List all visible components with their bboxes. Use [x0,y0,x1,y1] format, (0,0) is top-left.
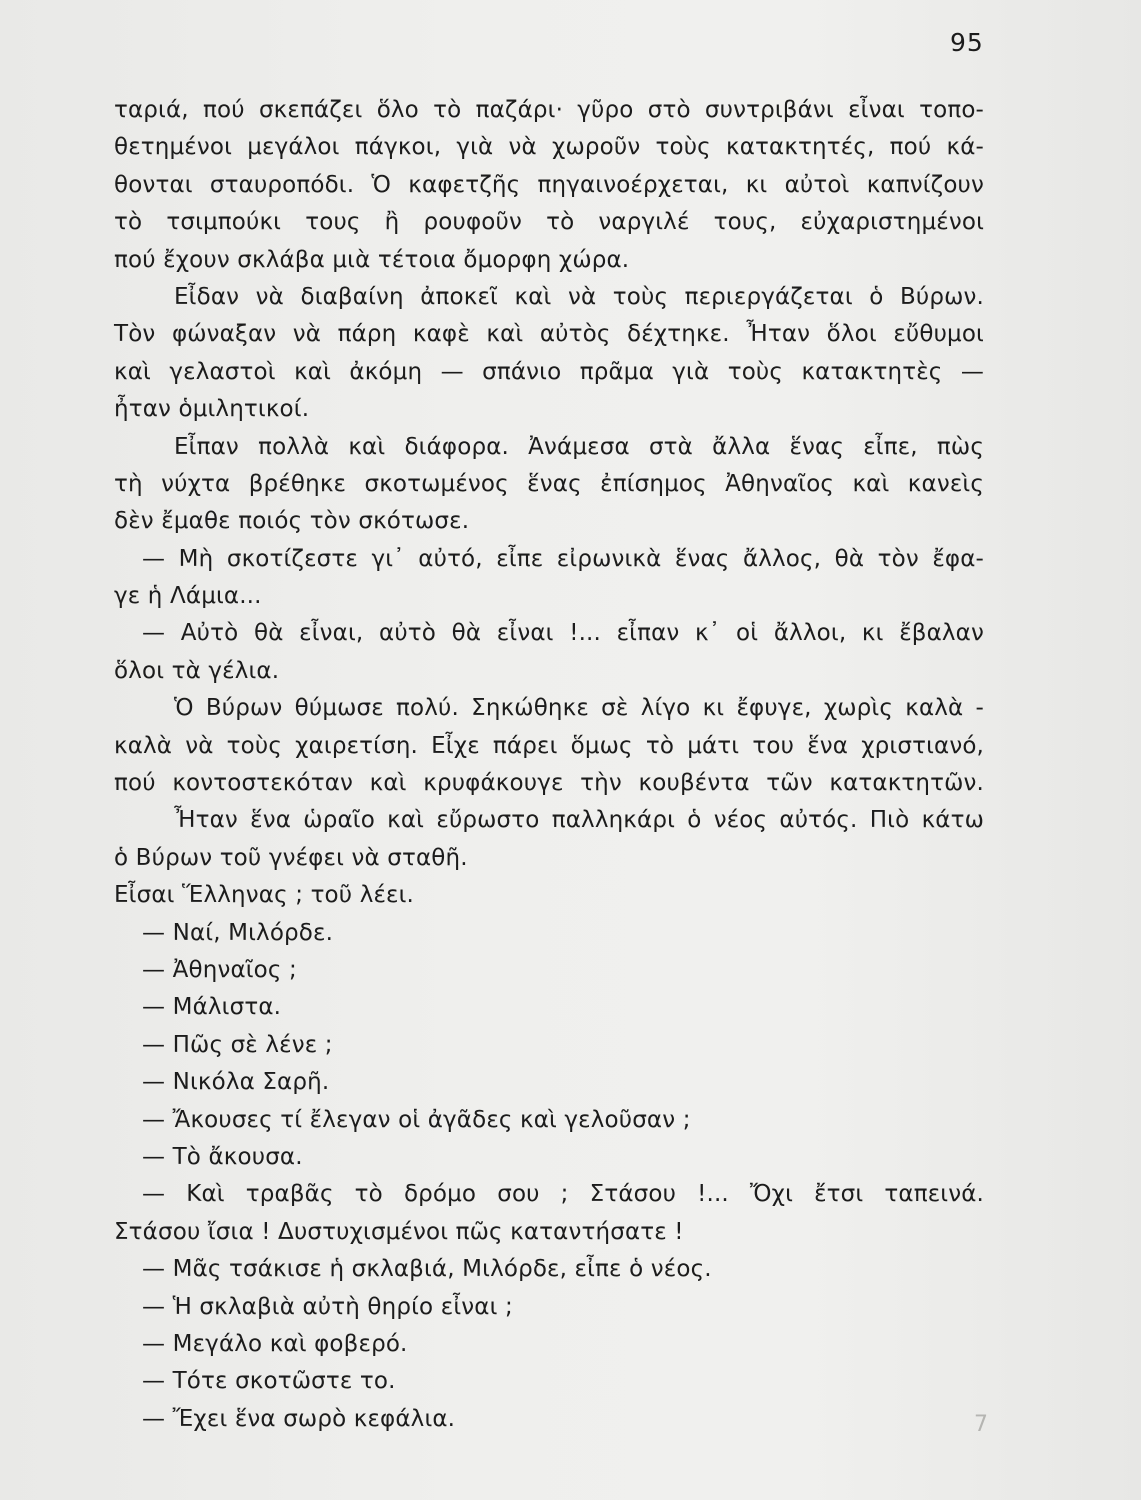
text-line: θετημένοι μεγάλοι πάγκοι, γιὰ νὰ χωροῦν τοὺς κατακτητές, πού κά- [114,134,984,161]
text-line: — Ἡ σκλαβιὰ αὐτὴ θηρίο εἶναι ; [142,1293,513,1320]
text-line: πού ἔχουν σκλάβα μιὰ τέτοια ὄμορφη χώρα. [114,246,630,273]
text-line: γε ἡ Λάμια... [114,583,262,610]
text-line: Εἶδαν νὰ διαβαίνη ἀποκεῖ καὶ νὰ τοὺς περιεργάζεται ὁ Βύρων. [174,283,984,310]
text-line: — Τὸ ἄκουσα. [142,1143,303,1170]
text-line: δὲν ἔμαθε ποιός τὸν σκότωσε. [114,508,470,535]
text-line: — Ναί, Μιλόρδε. [142,919,334,946]
text-line: — Αὐτὸ θὰ εἶναι, αὐτὸ θὰ εἶναι !... εἶπαν κ᾽ οἱ ἄλλοι, κι ἔβαλαν [142,620,984,647]
text-line: ταριά, πού σκεπάζει ὅλο τὸ παζάρι· γῦρο στὸ συντριβάνι εἶναι τοπο- [114,97,984,123]
page-number: 95 [950,28,984,57]
text-line: — Τότε σκοτῶστε το. [142,1368,396,1395]
text-line: τὴ νύχτα βρέθηκε σκοτωμένος ἕνας ἐπίσημος Ἀθηναῖος καὶ κανεὶς [114,470,984,497]
text-line: — Ἔχει ἕνα σωρὸ κεφάλια. [142,1405,456,1432]
text-line: καὶ γελαστοὶ καὶ ἀκόμη — σπάνιο πρᾶμα γιὰ τοὺς κατακτητὲς — [114,358,984,385]
bleed-through-mark: 7 [974,1412,988,1437]
text-line: θονται σταυροπόδι. Ὁ καφετζῆς πηγαινοέρχεται, κι αὐτοὶ καπνίζουν [114,171,984,198]
text-line: πού κοντοστεκόταν καὶ κρυφάκουγε τὴν κουβέντα τῶν κατακτητῶν. [114,770,984,797]
text-line: Τὸν φώναξαν νὰ πάρη καφὲ καὶ αὐτὸς δέχτηκε. Ἦταν ὅλοι εὔθυμοι [114,321,984,348]
text-line: — Πῶς σὲ λένε ; [142,1031,333,1058]
text-line: — Μεγάλο καὶ φοβερό. [142,1330,408,1357]
text-line: ὁ Βύρων τοῦ γνέφει νὰ σταθῆ. [114,844,468,871]
text-line: τὸ τσιμπούκι τους ἢ ρουφοῦν τὸ ναργιλέ τους, εὐχαριστημένοι [114,209,984,236]
text-line: Στάσου ἴσια ! Δυστυχισμένοι πῶς καταντήσατε ! [114,1218,684,1245]
text-line: — Καὶ τραβᾶς τὸ δρόμο σου ; Στάσου !... Ὄχι ἔτσι ταπεινά. [142,1181,984,1208]
text-line: — Μᾶς τσάκισε ἡ σκλαβιά, Μιλόρδε, εἶπε ὁ νέος. [142,1256,712,1283]
text-line: ὅλοι τὰ γέλια. [114,657,280,684]
text-line: Ὁ Βύρων θύμωσε πολύ. Σηκώθηκε σὲ λίγο κι ἔφυγε, χωρὶς καλὰ - [174,695,984,722]
text-line: Εἶπαν πολλὰ καὶ διάφορα. Ἀνάμεσα στὰ ἄλλα ἕνας εἶπε, πὼς [174,433,984,460]
text-line: — Μὴ σκοτίζεστε γι᾽ αὐτό, εἶπε εἰρωνικὰ ἕνας ἄλλος, θὰ τὸν ἔφα- [142,545,984,572]
text-line: καλὰ νὰ τοὺς χαιρετίση. Εἶχε πάρει ὅμως τὸ μάτι του ἕνα χριστιανό, [114,732,984,759]
text-line: — Ἄκουσες τί ἔλεγαν οἱ ἀγᾶδες καὶ γελοῦσαν ; [142,1106,691,1133]
text-line: — Ἀθηναῖος ; [142,956,297,983]
text-line: — Μάλιστα. [142,994,282,1021]
text-line: Ἦταν ἕνα ὡραῖο καὶ εὔρωστο παλληκάρι ὁ νέος αὐτός. Πιὸ κάτω [174,807,984,834]
text-line: Εἶσαι Ἕλληνας ; τοῦ λέει. [114,882,415,909]
text-line: — Νικόλα Σαρῆ. [142,1069,330,1096]
text-line: ἦταν ὁμιλητικοί. [114,396,310,423]
body-text [114,92,984,1438]
